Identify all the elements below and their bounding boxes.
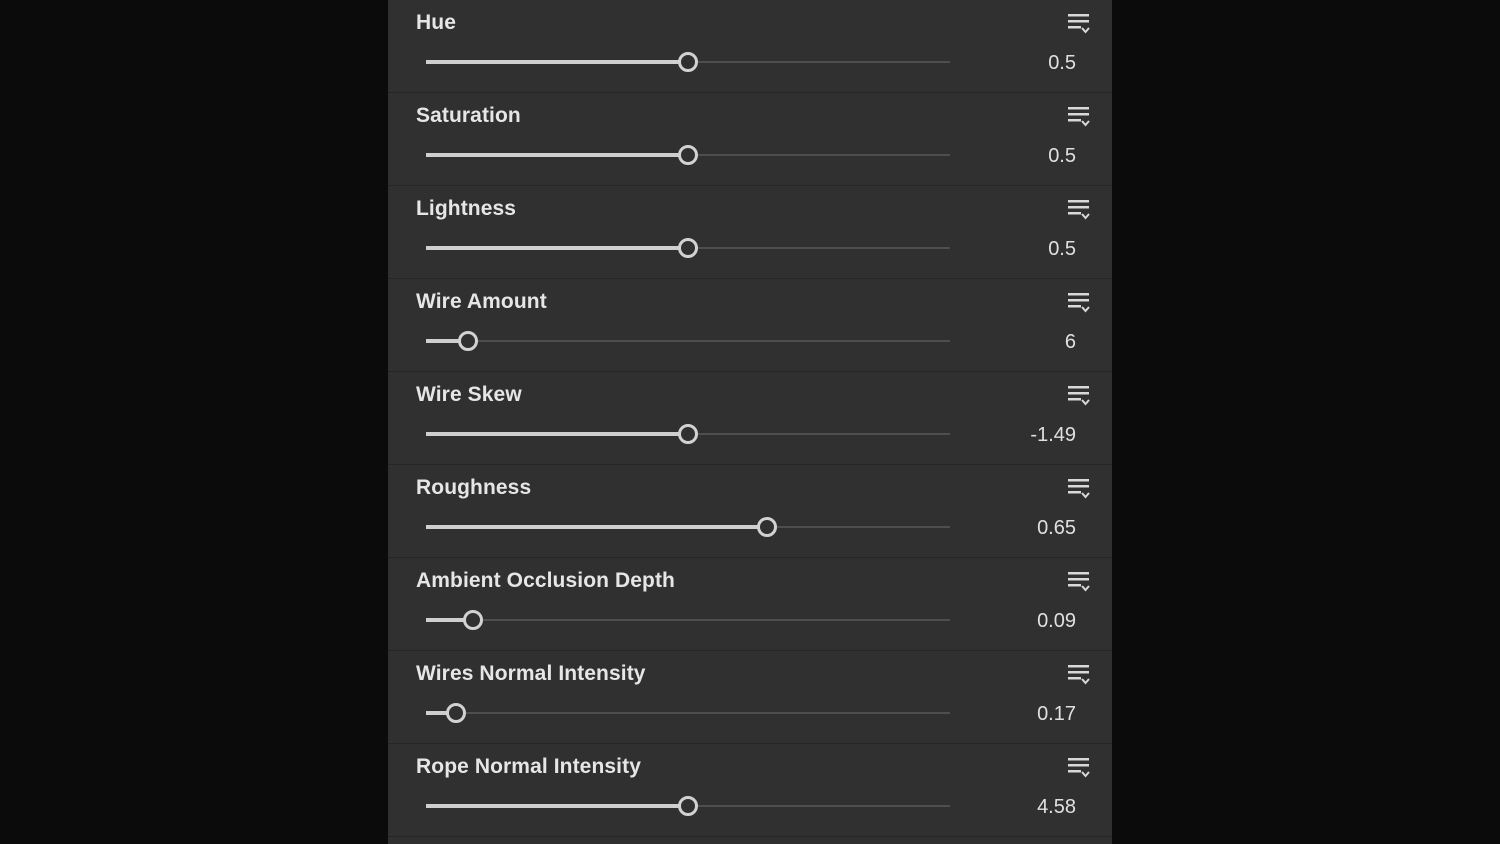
param-label: Wire Skew xyxy=(416,383,522,406)
param-slider[interactable] xyxy=(426,796,950,816)
param-value[interactable]: 0.17 xyxy=(1037,703,1076,725)
param-value[interactable]: 0.5 xyxy=(1048,238,1076,260)
param-label: Lightness xyxy=(416,197,517,220)
preset-menu-icon[interactable] xyxy=(1066,105,1092,129)
preset-menu-icon[interactable] xyxy=(1066,291,1092,315)
param-slider[interactable] xyxy=(426,424,950,444)
param-label: Roughness xyxy=(416,476,532,499)
param-value[interactable]: 0.5 xyxy=(1048,52,1076,74)
param-row xyxy=(388,744,1112,837)
param-slider[interactable] xyxy=(426,703,950,723)
param-value[interactable]: 0.65 xyxy=(1037,517,1076,539)
param-row xyxy=(388,93,1112,186)
param-slider[interactable] xyxy=(426,517,950,537)
param-slider[interactable] xyxy=(426,331,950,351)
slider-track xyxy=(426,619,950,621)
param-slider[interactable] xyxy=(426,610,950,630)
slider-thumb[interactable] xyxy=(678,238,698,258)
param-label: Wire Amount xyxy=(416,290,547,313)
param-row xyxy=(388,465,1112,558)
slider-fill xyxy=(426,246,688,250)
slider-track xyxy=(426,712,950,714)
preset-menu-icon[interactable] xyxy=(1066,477,1092,501)
param-row xyxy=(388,0,1112,93)
preset-menu-icon[interactable] xyxy=(1066,756,1092,780)
param-row xyxy=(388,651,1112,744)
slider-thumb[interactable] xyxy=(757,517,777,537)
param-label: Ambient Occlusion Depth xyxy=(416,569,675,592)
slider-thumb[interactable] xyxy=(678,796,698,816)
preset-menu-icon[interactable] xyxy=(1066,12,1092,36)
parameters-panel xyxy=(388,0,1112,844)
param-label: Saturation xyxy=(416,104,521,127)
param-value[interactable]: 4.58 xyxy=(1037,796,1076,818)
slider-fill xyxy=(426,432,688,436)
param-value[interactable]: 6 xyxy=(1064,331,1076,353)
preset-menu-icon[interactable] xyxy=(1066,384,1092,408)
param-label: Rope Normal Intensity xyxy=(416,755,641,778)
param-value[interactable]: 0.09 xyxy=(1037,610,1076,632)
preset-menu-icon[interactable] xyxy=(1066,570,1092,594)
slider-fill xyxy=(426,153,688,157)
slider-thumb[interactable] xyxy=(458,331,478,351)
slider-thumb[interactable] xyxy=(463,610,483,630)
slider-thumb[interactable] xyxy=(678,424,698,444)
param-row xyxy=(388,558,1112,651)
param-slider[interactable] xyxy=(426,145,950,165)
param-row xyxy=(388,279,1112,372)
param-slider[interactable] xyxy=(426,238,950,258)
param-row xyxy=(388,186,1112,279)
slider-thumb[interactable] xyxy=(446,703,466,723)
slider-fill xyxy=(426,804,688,808)
param-row xyxy=(388,372,1112,465)
slider-thumb[interactable] xyxy=(678,145,698,165)
param-value[interactable]: -1.49 xyxy=(1030,424,1076,446)
slider-fill xyxy=(426,525,767,529)
param-label: Wires Normal Intensity xyxy=(416,662,646,685)
preset-menu-icon[interactable] xyxy=(1066,663,1092,687)
slider-fill xyxy=(426,60,688,64)
slider-thumb[interactable] xyxy=(678,52,698,72)
param-slider[interactable] xyxy=(426,52,950,72)
slider-track xyxy=(426,340,950,342)
preset-menu-icon[interactable] xyxy=(1066,198,1092,222)
param-value[interactable]: 0.5 xyxy=(1048,145,1076,167)
param-label: Hue xyxy=(416,11,456,34)
